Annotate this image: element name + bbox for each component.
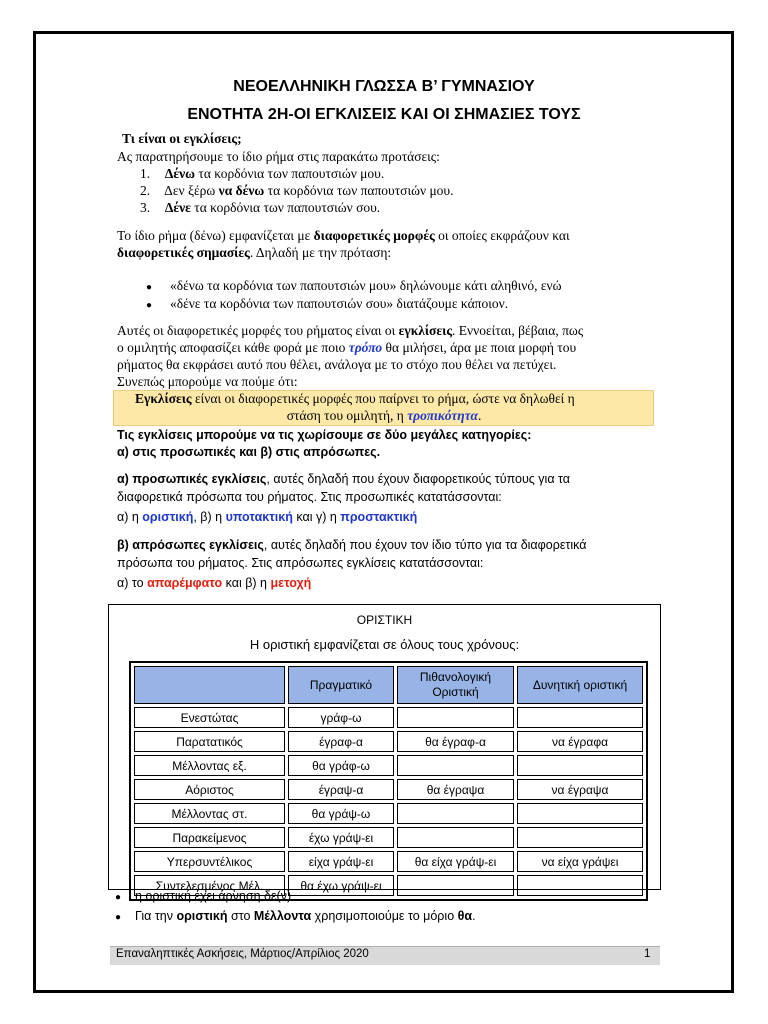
impersonal-text: , αυτές δηλαδή που έχουν τον ίδιο τύπο για τα διαφορετικά — [263, 538, 587, 552]
impersonal-text: και β) η — [222, 576, 271, 590]
note-bold: οριστική — [176, 909, 228, 923]
note-negation: η οριστική έχει άρνηση δε(ν) — [135, 889, 292, 903]
tense-name: Υπερσυντέλικος — [134, 851, 285, 872]
personal-text: α) η — [117, 510, 143, 524]
note-text: χρησιμοποιούμε το μόριο — [311, 909, 458, 923]
para1-bold: διαφορετικές σημασίες — [117, 245, 250, 260]
example-2 — [140, 183, 454, 199]
bullet-dot: ● — [115, 892, 122, 903]
table-row — [134, 851, 643, 872]
table-row — [134, 827, 643, 848]
table-row — [134, 755, 643, 776]
para2-text: ο ομιλητής αποφασίζει κάθε φορά με ποιο — [117, 340, 349, 355]
table-row — [134, 803, 643, 824]
question-heading: Τι είναι οι εγκλίσεις; — [122, 131, 242, 146]
definition-term: Εγκλίσεις — [135, 391, 192, 406]
para2-line4: Συνεπώς μπορούμε να πούμε ότι: — [117, 374, 298, 389]
example-number: 1. — [140, 166, 151, 181]
cell-potential — [517, 755, 643, 776]
tense-name: Μέλλοντας εξ. — [134, 755, 285, 776]
column-header: Πιθανολογική Οριστική — [397, 666, 514, 704]
cell-real: έγραφ-α — [288, 731, 394, 752]
tense-name: Παρακείμενος — [134, 827, 285, 848]
example-text: τα κορδόνια των παπουτσιών μου. — [195, 166, 385, 181]
personal-line3 — [117, 510, 417, 524]
personal-text: , αυτές δηλαδή που έχουν διαφορετικούς τύπους για τα — [266, 472, 571, 486]
cell-real: έχω γράψ-ει — [288, 827, 394, 848]
cell-real: έγραψ-α — [288, 779, 394, 800]
tense-name: Ενεστώτας — [134, 707, 285, 728]
mood-subjunctive: υποτακτική — [225, 510, 293, 524]
personal-text: και γ) η — [292, 510, 341, 524]
table-row — [134, 707, 643, 728]
cell-real: θα γράψ-ω — [288, 803, 394, 824]
mood-indicative: οριστική — [142, 510, 194, 524]
para1-text: Το ίδιο ρήμα (δένω) εμφανίζεται με — [117, 228, 314, 243]
indicative-subtitle: Η οριστική εμφανίζεται σε όλους τους χρόνους: — [249, 637, 520, 652]
example-text: τα κορδόνια των παπουτσιών μου. — [264, 183, 454, 198]
example-1 — [140, 166, 384, 182]
tense-name: Συντελεσμένος Μέλ. — [134, 875, 285, 896]
cell-real: γράφ-ω — [288, 707, 394, 728]
para1-line1 — [117, 228, 570, 244]
cell-real: θα γράφ-ω — [288, 755, 394, 776]
para1-bold: διαφορετικές μορφές — [313, 228, 435, 243]
bullet-dot: ● — [146, 300, 153, 311]
mood-participle: μετοχή — [270, 576, 312, 590]
bullet-dot: ● — [146, 282, 153, 293]
impersonal-line1 — [117, 538, 586, 552]
example-prefix: Δεν ξέρω — [164, 183, 219, 198]
table-row — [134, 731, 643, 752]
definition-emphasis: τροπικότητα — [407, 408, 478, 423]
para2-line2 — [117, 340, 576, 356]
cell-real: θα έχω γράψ-ει — [288, 875, 394, 896]
para2-bold: εγκλίσεις — [398, 323, 453, 338]
cell-probable — [397, 827, 514, 848]
cell-probable: θα έγραψα — [397, 779, 514, 800]
para2-text: . Εννοείται, βέβαια, πως — [452, 323, 584, 338]
note-bold: Μέλλοντα — [253, 909, 312, 923]
personal-line1 — [117, 472, 570, 486]
cell-potential — [517, 803, 643, 824]
impersonal-text: α) το — [117, 576, 148, 590]
example-3 — [140, 200, 380, 216]
lesson-title: ΕΝΟΤΗΤΑ 2Η-ΟΙ ΕΓΚΛΙΣΕΙΣ ΚΑΙ ΟΙ ΣΗΜΑΣΙΕΣ ΤΟΥΣ — [187, 106, 581, 123]
definition-text: . — [477, 408, 482, 423]
mood-infinitive: απαρέμφατο — [147, 576, 223, 590]
personal-text: , β) η — [193, 510, 226, 524]
para2-line3: ρήματος θα εκφράσει αυτό που θέλει, ανάλογα με το στόχο που θέλει να πετύχει. — [117, 357, 557, 372]
bullet-dot: ● — [115, 912, 122, 923]
example-verb: Δένω — [164, 166, 196, 181]
cell-potential: να έγραψα — [517, 779, 643, 800]
impersonal-line2: πρόσωπα του ρήματος. Στις απρόσωπες εγκλίσεις κατατάσσονται: — [117, 556, 484, 570]
cell-probable: θα είχα γράψ-ει — [397, 851, 514, 872]
cell-probable — [397, 803, 514, 824]
bullet-item-2: «δένε τα κορδόνια των παπουτσιών σου» διατάζουμε κάποιον. — [170, 296, 509, 311]
definition-text: στάση του ομιλητή, η — [286, 408, 408, 423]
definition-text: είναι οι διαφορετικές μορφές που παίρνει το ρήμα, ώστε να δηλωθεί η — [191, 391, 575, 406]
example-number: 3. — [140, 200, 151, 215]
table-header-row — [134, 666, 643, 704]
tense-name: Μέλλοντας στ. — [134, 803, 285, 824]
table-row — [134, 779, 643, 800]
example-verb: Δένε — [164, 200, 191, 215]
mood-imperative: προστακτική — [340, 510, 418, 524]
cell-potential — [517, 875, 643, 896]
cell-probable — [397, 755, 514, 776]
cell-probable — [397, 707, 514, 728]
indicative-tense-table — [129, 661, 648, 901]
impersonal-heading: β) απρόσωπες εγκλίσεις — [117, 538, 264, 552]
cell-probable — [397, 875, 514, 896]
personal-heading: α) προσωπικές εγκλίσεις — [117, 472, 267, 486]
example-number: 2. — [140, 183, 151, 198]
note-text: . — [472, 909, 476, 923]
column-header: Πραγματικό — [288, 666, 394, 704]
footer-text: Επαναληπτικές Ασκήσεις, Μάρτιος/Απρίλιος 2020 — [116, 948, 369, 960]
page-number: 1 — [644, 948, 651, 960]
para2-text: θα μιλήσει, άρα με ποια μορφή του — [382, 340, 577, 355]
para2-emphasis: τρόπο — [348, 340, 383, 355]
categories-line1: Τις εγκλίσεις μπορούμε να τις χωρίσουμε σε δύο μεγάλες κατηγορίες: — [117, 428, 532, 442]
note-bold: θα — [457, 909, 473, 923]
tense-name: Παρατατικός — [134, 731, 285, 752]
note-text: στο — [227, 909, 254, 923]
para1-line2 — [117, 245, 391, 261]
definition-line2 — [0, 408, 768, 424]
impersonal-line3 — [117, 576, 311, 590]
para1-text: . Δηλαδή με την πρόταση: — [249, 245, 392, 260]
document-title: ΝΕΟΕΛΛΗΝΙΚΗ ΓΛΩΣΣΑ Β’ ΓΥΜΝΑΣΙΟΥ — [233, 78, 535, 95]
para2-text: Αυτές οι διαφορετικές μορφές του ρήματος είναι οι — [117, 323, 399, 338]
bullet-item-1: «δένω τα κορδόνια των παπουτσιών μου» δηλώνουμε κάτι αληθινό, ενώ — [170, 278, 562, 293]
cell-potential: να είχα γράψει — [517, 851, 643, 872]
observe-text: Ας παρατηρήσουμε το ίδιο ρήμα στις παρακάτω προτάσεις: — [117, 149, 440, 164]
tense-name: Αόριστος — [134, 779, 285, 800]
note-future — [135, 909, 476, 923]
column-header: Δυνητική οριστική — [517, 666, 643, 704]
note-text: Για την — [135, 909, 177, 923]
cell-potential — [517, 707, 643, 728]
cell-probable: θα έγραφ-α — [397, 731, 514, 752]
cell-potential — [517, 827, 643, 848]
definition-line1 — [135, 391, 575, 407]
para1-text: οι οποίες εκφράζουν και — [434, 228, 570, 243]
cell-real: είχα γράψ-ει — [288, 851, 394, 872]
example-text: τα κορδόνια των παπουτσιών σου. — [190, 200, 381, 215]
indicative-heading: ΟΡΙΣΤΙΚΗ — [356, 613, 413, 627]
personal-line2: διαφορετικά πρόσωπα του ρήματος. Στις προσωπικές κατατάσσονται: — [117, 490, 502, 504]
column-header — [134, 666, 285, 704]
cell-potential: να έγραφα — [517, 731, 643, 752]
para2-line1 — [117, 323, 583, 339]
categories-line2: α) στις προσωπικές και β) στις απρόσωπες. — [117, 445, 381, 459]
example-verb: να δένω — [218, 183, 265, 198]
